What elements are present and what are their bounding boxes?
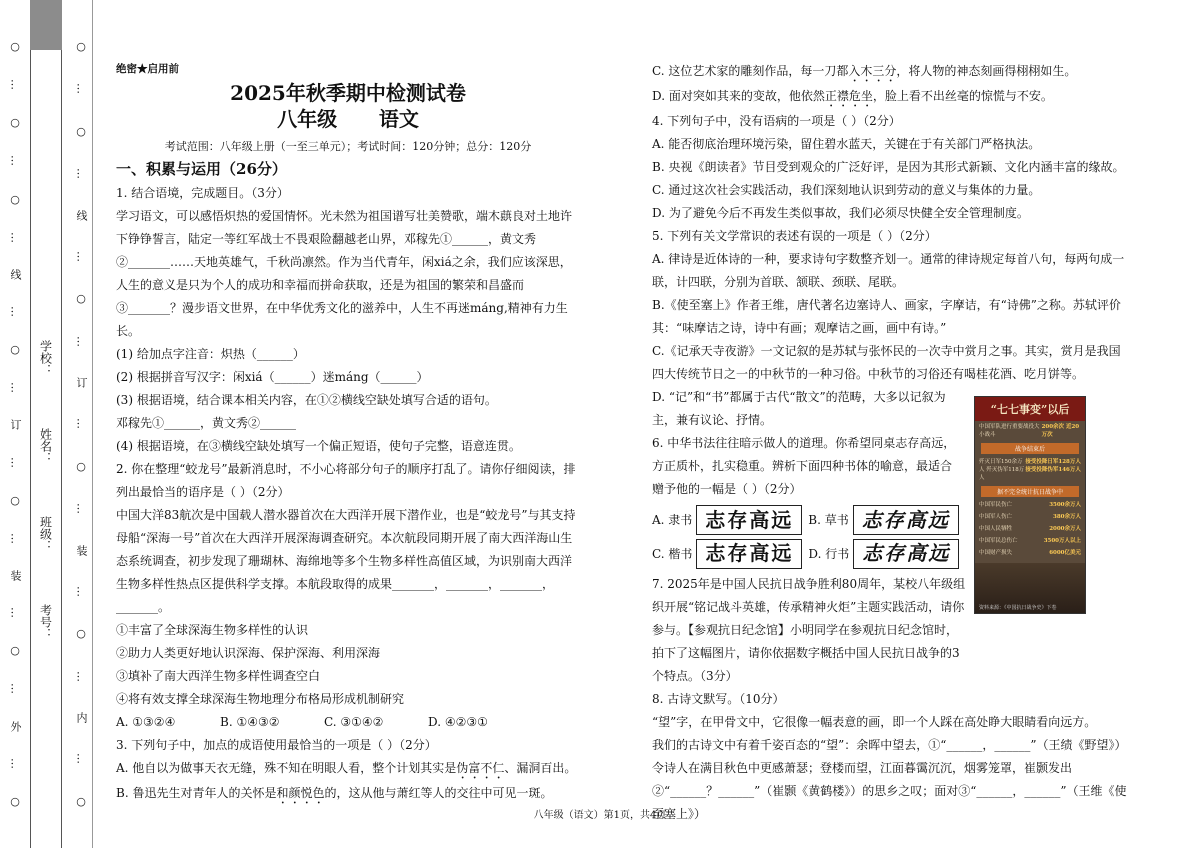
q2-option: ①丰富了全球深海生物多样性的认识 bbox=[116, 623, 309, 637]
q3-option-b bbox=[116, 782, 580, 807]
field-name: 姓名： bbox=[38, 428, 53, 464]
cut-line-mark: ○ bbox=[74, 627, 88, 641]
cut-line-mark: … bbox=[8, 382, 22, 394]
poster-label: 中国军民伤亡 bbox=[979, 502, 1013, 508]
q8-title: 8. 古诗文默写。（10分） bbox=[652, 692, 785, 706]
q6-label-d: D. 行书 bbox=[808, 546, 850, 561]
poster-band: 战争结束后 bbox=[981, 443, 1079, 454]
cut-line-mark: … bbox=[8, 757, 22, 769]
left-column bbox=[116, 60, 580, 807]
cut-line-mark: ○ bbox=[8, 794, 22, 808]
poster-value: 3500万人以上 bbox=[1043, 538, 1081, 544]
poster-label: 中国军队进行重要战役大小战斗 bbox=[979, 424, 1040, 438]
dotted-idiom: 正襟危坐 bbox=[824, 89, 873, 103]
q5-option-c: C.《记承天寺夜游》一文记叙的是苏轼与张怀民的一次寺中赏月之事。其实，赏月是我国四大传统节日之一的中秋节的一种习俗。中秋节的习俗还有喝桂花酒、吃月饼等。 bbox=[652, 344, 1121, 381]
cut-line-mark: ○ bbox=[74, 292, 88, 306]
text: B. 鲁迅先生对青年人的关怀是 bbox=[116, 786, 277, 800]
cut-line-mark: ○ bbox=[74, 794, 88, 808]
poster-stat bbox=[975, 456, 1085, 484]
cut-line-mark: … bbox=[74, 335, 88, 347]
cut-line-mark: 外 bbox=[9, 720, 22, 732]
cut-line-mark: … bbox=[74, 585, 88, 597]
q5-option-d: D. “记”和“书”都属于古代“散文”的范畴，大多以记叙为主，兼有议论、抒情。 bbox=[652, 390, 946, 427]
cut-line-mark: … bbox=[8, 532, 22, 544]
q4-option-c: C. 通过这次社会实践活动，我们深刻地认识到劳动的意义与集体的力量。 bbox=[652, 183, 1041, 197]
poster-value: 2000余万人 bbox=[1049, 526, 1081, 532]
cut-line-mark: … bbox=[74, 753, 88, 765]
cut-line-mark: 订 bbox=[75, 377, 88, 388]
cut-line-mark: … bbox=[8, 155, 22, 167]
cut-line-mark: … bbox=[8, 305, 22, 317]
cut-line-mark: ○ bbox=[8, 192, 22, 206]
cut-line-mark: … bbox=[74, 503, 88, 515]
q3-option-a bbox=[116, 757, 580, 782]
text: A. 他自以为做事天衣无缝，殊不知在明眼人看，整个计划其实是 bbox=[116, 761, 457, 775]
cut-line-mark: … bbox=[74, 250, 88, 262]
cut-line-mark: … bbox=[8, 456, 22, 468]
exam-title: 2025年秋季期中检测试卷 bbox=[230, 81, 466, 105]
poster-label: 中国人民牺牲 bbox=[979, 526, 1013, 532]
cut-line-mark: ○ bbox=[8, 343, 22, 357]
q3-title: 3. 下列句子中，加点的成语使用最恰当的一项是（ ）（2分） bbox=[116, 738, 437, 752]
student-info-fields bbox=[30, 340, 62, 640]
q3-option-d bbox=[652, 85, 1132, 110]
cut-line-mark: ○ bbox=[8, 493, 22, 507]
info-strip-header bbox=[30, 0, 62, 50]
calligraphy-kaishu: 志存高远 bbox=[696, 539, 802, 569]
cut-line-mark: 线 bbox=[9, 268, 22, 280]
poster-stat bbox=[975, 547, 1085, 559]
cut-line-mark: … bbox=[74, 168, 88, 180]
q1-passage: 学习语文，可以感悟炽热的爱国情怀。光未然为祖国谱写壮美赞歌，端木蕻良对土地许下铮铮誓言，陆定一等红军战士不畏艰险翻越老山界，邓稼先①______，黄文秀②_______……天地英雄气，千秋尚凛然。作为当代青年，闲xiá之余，我们应该深思，人生的意义是只为个人的成功和幸福而拼命获取，还是为祖国的繁荣和昌盛而③_______？漫步语文世界，在中华优秀文化的滋养中，人生不再迷máng,精神有力生长。 bbox=[116, 209, 573, 338]
q4-option-d: D. 为了避免今后不再发生类似事故，我们必须尽快健全安全管理制度。 bbox=[652, 206, 1029, 220]
poster-source: 资料来源：《中国抗日战争史》下卷 bbox=[979, 605, 1057, 611]
cut-line-mark: ○ bbox=[74, 124, 88, 138]
q1-sub4: (4) 根据语境，在③横线空缺处填写一个偏正短语，使句子完整，语意连贯。 bbox=[116, 439, 521, 453]
cut-line-mark: … bbox=[74, 418, 88, 430]
poster-stat bbox=[975, 499, 1085, 511]
cut-line-mark: … bbox=[74, 83, 88, 95]
page-footer: 八年级（语文）第1页，共4页 bbox=[533, 810, 667, 821]
q6-label-b: B. 草书 bbox=[808, 512, 849, 527]
q8-passage: 我们的古诗文中有着千姿百态的“望”：余晖中望去，①“______，______”（王绩《野望》）令诗人在满目秋色中更感萧瑟；登楼而望，江面暮霭沉沉，烟雾笼罩，崔颢发出②“______？______”（崔颢《黄鹤楼》）的思乡之叹；面对③“______，______”（王维《使至塞上》） bbox=[652, 738, 1127, 821]
war-statistics-poster bbox=[974, 396, 1086, 614]
cut-line-mark: 内 bbox=[75, 712, 88, 723]
q6-label-a: A. 隶书 bbox=[652, 512, 693, 527]
q1-sub1: (1) 给加点字注音：炽热（______） bbox=[116, 347, 305, 361]
poster-value: 6000亿美元 bbox=[1049, 550, 1081, 556]
choice-c: C. ③①④② bbox=[324, 715, 384, 729]
calligraphy-lishu: 志存高远 bbox=[696, 505, 802, 535]
poster-title: “七七事变”以后 bbox=[975, 397, 1085, 421]
q5-title: 5. 下列有关文学常识的表述有误的一项是（ ）（2分） bbox=[652, 229, 937, 243]
field-class: 班级： bbox=[38, 516, 53, 552]
q2-title: 2. 你在整理“蛟龙号”最新消息时，不小心将部分句子的顺序打乱了。请你仔细阅读，排列出最恰当的语序是（ ）（2分） bbox=[116, 462, 576, 499]
poster-value: 380余万人 bbox=[1053, 514, 1081, 520]
cut-line-mark: … bbox=[74, 670, 88, 682]
dotted-idiom: 和颜悦色 bbox=[276, 786, 325, 800]
calligraphy-caoshu: 志存高远 bbox=[853, 505, 959, 535]
q6-label-c: C. 楷书 bbox=[652, 546, 693, 561]
q1-sub2: (2) 根据拼音写汉字：闲xiá（______）迷máng（______） bbox=[116, 370, 429, 384]
q4-option-a: A. 能否彻底治理环境污染，留住碧水蓝天，关键在于有关部门严格执法。 bbox=[652, 137, 1041, 151]
outer-cut-line bbox=[6, 0, 24, 848]
cut-line-mark: … bbox=[8, 607, 22, 619]
text: 的，这从他与萧红等人的交往中可见一斑。 bbox=[324, 786, 553, 800]
calligraphy-xingshu: 志存高远 bbox=[853, 539, 959, 569]
text: 、漏洞百出。 bbox=[504, 761, 577, 775]
cut-line-mark: ○ bbox=[74, 459, 88, 473]
cut-line-mark: 订 bbox=[9, 419, 22, 431]
poster-label: 中国财产损失 bbox=[979, 550, 1013, 556]
field-school: 学校： bbox=[38, 340, 53, 376]
secret-mark: 绝密★启用前 bbox=[116, 63, 179, 75]
cut-line-mark: ○ bbox=[8, 40, 22, 53]
cut-line-mark: ○ bbox=[8, 644, 22, 658]
poster-label: 中国军人伤亡 bbox=[979, 514, 1013, 520]
q2-option: ④将有效支撑全球深海生物地理分布格局形成机制研究 bbox=[116, 692, 405, 706]
q1-title: 1. 结合语境，完成题目。（3分） bbox=[116, 186, 289, 200]
poster-label: 中国军民总伤亡 bbox=[979, 538, 1018, 544]
inner-cut-line bbox=[72, 0, 90, 848]
poster-band: 据不完全统计抗日战争中 bbox=[981, 486, 1079, 497]
q2-option: ②助力人类更好地认识深海、保护深海、利用深海 bbox=[116, 646, 381, 660]
q2-passage: 中国大洋83航次是中国载人潜水器首次在大西洋开展下潜作业，也是“蛟龙号”与其支持母船“深海一号”首次在大西洋开展深海调查研究。本次航段同期开展了南大西洋海山生态系统调查，初步发现了珊瑚林、海绵地等多个生物多样性高值区域，为识别南大西洋生物多样性热点区提供科学支撑。本航段取得的成果_______，_______，_______，_______。 bbox=[116, 508, 576, 614]
q4-title: 4. 下列句子中，没有语病的一项是（ ）（2分） bbox=[652, 114, 901, 128]
poster-value: 200余次 近20万次 bbox=[1041, 424, 1080, 438]
choice-d: D. ④②③① bbox=[428, 715, 488, 729]
poster-stat bbox=[975, 535, 1085, 547]
margin-rule bbox=[92, 0, 93, 848]
q8-intro: “望”字，在甲骨文中，它很像一幅表意的画，即一个人踩在高处睁大眼睛看向远方。 bbox=[652, 715, 1097, 729]
poster-value: 3500余万人 bbox=[1049, 502, 1081, 508]
q2-choices bbox=[116, 711, 580, 734]
text: C. 这位艺术家的雕刻作品，每一刀都 bbox=[652, 64, 849, 78]
q1-sub3-blanks: 邓稼先①______，黄文秀②______ bbox=[116, 416, 297, 430]
binding-margin bbox=[0, 0, 100, 848]
q6-title: 6. 中华书法往往暗示做人的道理。你希望同桌志存高远，方正质朴，扎实稳重。辨析下面四种书体的喻意，最适合赠予他的一幅是（ ）（2分） bbox=[652, 436, 956, 496]
cut-line-mark: … bbox=[8, 231, 22, 243]
q2-option: ③填补了南大西洋生物多样性调查空白 bbox=[116, 669, 321, 683]
cut-line-mark: 线 bbox=[75, 209, 88, 221]
field-number: 考号： bbox=[38, 604, 53, 640]
cut-line-mark: 装 bbox=[75, 544, 88, 556]
cut-line-mark: ○ bbox=[74, 40, 88, 53]
dotted-idiom: 伪富不仁 bbox=[456, 761, 505, 775]
dotted-idiom: 入木三分 bbox=[848, 64, 897, 78]
cut-line-mark: ○ bbox=[8, 116, 22, 130]
q5-option-b: B.《使至塞上》作者王维，唐代著名边塞诗人、画家，字摩诘，有“诗佛”之称。苏轼评价其：“味摩诘之诗，诗中有画；观摩诘之画，画中有诗。” bbox=[652, 298, 1121, 335]
poster-stat bbox=[975, 523, 1085, 535]
poster-value: 接受投降日军128万人 接受投降伪军146万人 bbox=[1025, 459, 1081, 473]
choice-a: A. ①③②④ bbox=[116, 715, 176, 729]
poster-stat bbox=[975, 421, 1085, 441]
exam-subtitle: 八年级 语文 bbox=[277, 107, 419, 131]
poster-stat bbox=[975, 511, 1085, 523]
text: ，将人物的神态刻画得栩栩如生。 bbox=[896, 64, 1077, 78]
poster-label: 歼灭日军150余万人 歼灭伪军118万人 bbox=[979, 459, 1025, 481]
text: ，脸上看不出丝毫的惊慌与不安。 bbox=[872, 89, 1053, 103]
section-heading: 一、积累与运用（26分） bbox=[116, 160, 287, 178]
text: D. 面对突如其来的变故，他依然 bbox=[652, 89, 825, 103]
q7-title: 7. 2025年是中国人民抗日战争胜利80周年，某校八年级组织开展“铭记战斗英雄，传承精神火炬”主题实践活动，请你参与。【参观抗日纪念馆】小明同学在参观抗日纪念馆时，拍下了这幅图片，请你依据数字概括中国人民抗日战争的3个特点。（3分） bbox=[652, 577, 966, 683]
q5-option-a: A. 律诗是近体诗的一种，要求诗句字数整齐划一。通常的律诗规定每首八句，每两句成一联，计四联，分别为首联、颔联、颈联、尾联。 bbox=[652, 252, 1125, 289]
q1-sub3: (3) 根据语境，结合课本相关内容，在①②横线空缺处填写合适的语句。 bbox=[116, 393, 497, 407]
cut-line-mark: … bbox=[8, 79, 22, 91]
q3-option-c bbox=[652, 60, 1132, 85]
choice-b: B. ①④③② bbox=[220, 715, 280, 729]
cut-line-mark: … bbox=[8, 683, 22, 695]
cut-line-mark: 装 bbox=[9, 569, 22, 581]
q4-option-b: B. 央视《朗读者》节目受到观众的广泛好评，是因为其形式新颖、文化内涵丰富的缘故。 bbox=[652, 160, 1125, 174]
exam-meta: 考试范围：八年级上册（一至三单元）；考试时间：120分钟；总分：120分 bbox=[164, 140, 532, 153]
